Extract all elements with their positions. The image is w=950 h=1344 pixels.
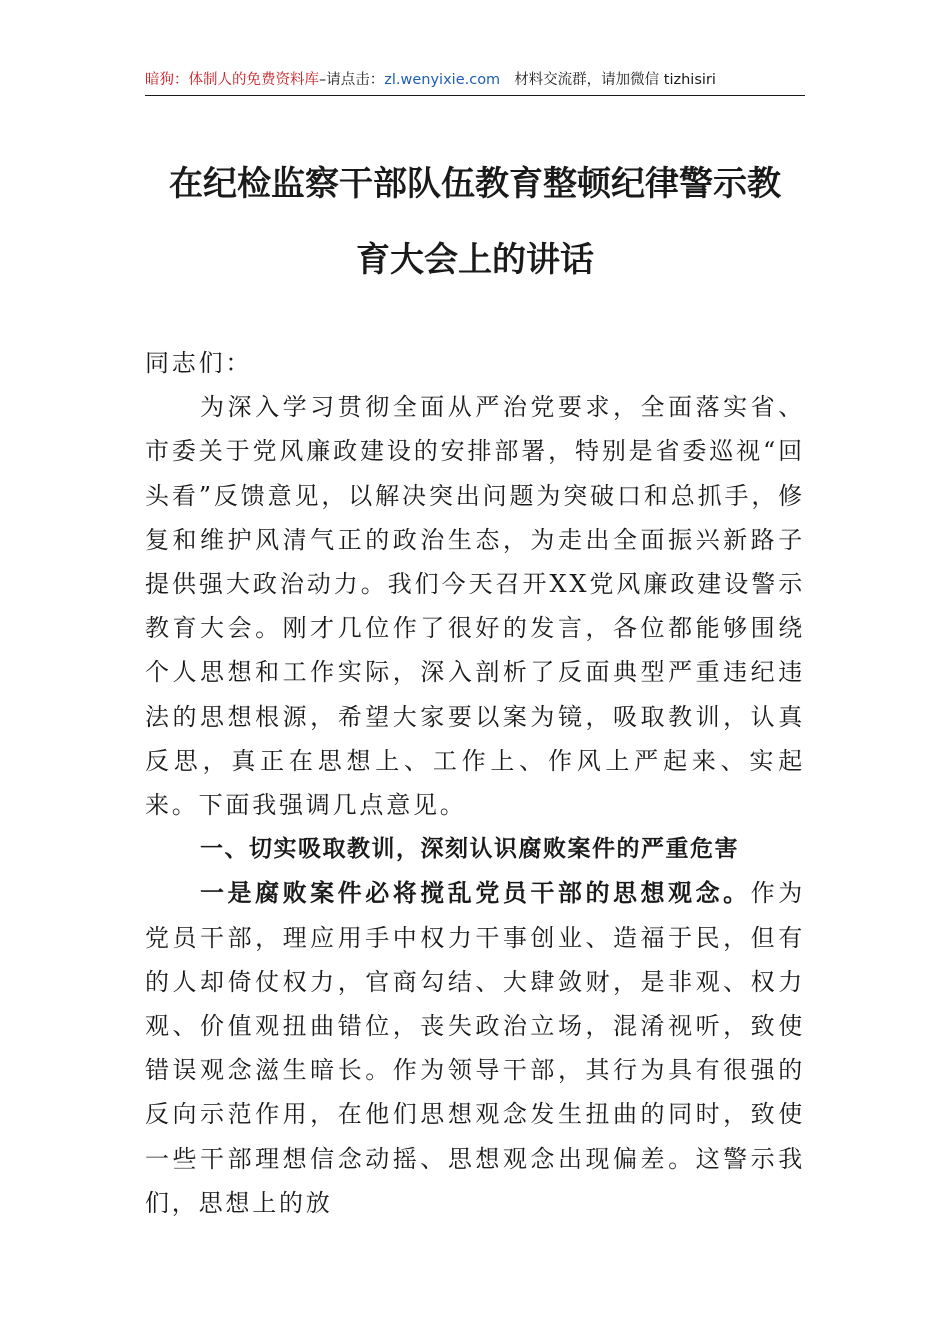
title-line-2: 育大会上的讲话 — [356, 240, 594, 280]
document-title — [145, 146, 805, 298]
salutation: 同志们： — [145, 349, 253, 377]
section-heading: 一、切实吸取教训，深刻认识腐败案件的严重危害 — [200, 836, 739, 863]
title-line-1: 在纪检监察干部队伍教育整顿纪律警示教 — [169, 164, 781, 204]
header-link[interactable]: zl.wenyixie.com — [384, 72, 501, 88]
header-prompt: –请点击： — [319, 72, 385, 88]
intro-paragraph: 为深入学习贯彻全面从严治党要求，全面落实省、市委关于党风廉政建设的安排部署，特别是省委巡视“回头看”反馈意见，以解决突出问题为突破口和总抓手，修复和维护风清气正的政治生态，为走出全面振兴新路子提供强大政治动力。我们今天召开XX党风廉政建设警示教育大会。刚才几位作了很好的发言，各位都能够围绕个人思想和工作实际，深入剖析了反面典型严重违纪违法的思想根源，希望大家要以案为镜，吸取教训，认真反思，真正在思想上、工作上、作风上严起来、实起来。下面我强调几点意见。 — [145, 393, 805, 820]
point-paragraph — [145, 871, 805, 1225]
point-text: 作为党员干部，理应用手中权力干事创业、造福于民，但有的人却倚仗权力，官商勾结、大肆敛财，是非观、权力观、价值观扭曲错位，丧失政治立场，混淆视听，致使错误观念滋生暗长。作为领导干部，其行为具有很强的反向示范作用，在他们思想观念发生扭曲的同时，致使一些干部理想信念动摇、思想观念出现偏差。这警示我们，思想上的放 — [145, 879, 805, 1217]
point-lead: 一是腐败案件必将搅乱党员干部的思想观念。 — [200, 878, 751, 908]
header-wechat-note: 材料交流群，请加微信 tizhisiri — [514, 72, 716, 88]
header-divider — [145, 95, 805, 96]
document-body — [145, 341, 805, 1225]
header-brand: 暗狗：体制人的免费资料库 — [145, 72, 319, 88]
page-header — [145, 66, 805, 94]
